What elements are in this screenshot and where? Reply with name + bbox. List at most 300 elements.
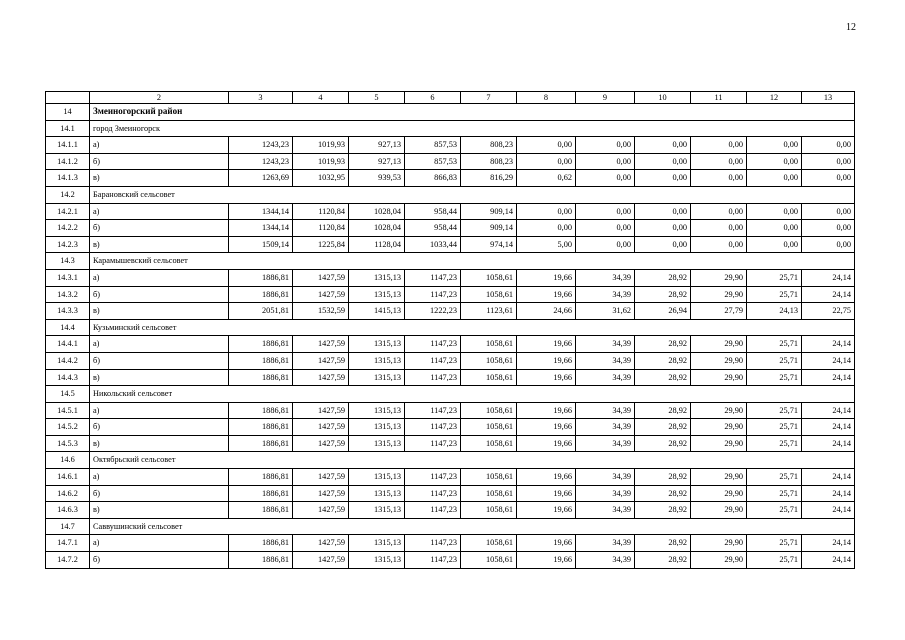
table-row (46, 485, 855, 502)
table-cell: 29,90 (691, 419, 747, 436)
table-cell: 866,83 (405, 170, 461, 187)
table-cell: 34,39 (576, 286, 635, 303)
table-cell: 1147,23 (405, 419, 461, 436)
table-cell: 1886,81 (229, 485, 293, 502)
table-cell: 1315,13 (349, 552, 405, 569)
row-label: в) (90, 236, 229, 253)
table-cell: 1315,13 (349, 402, 405, 419)
table-cell: 1019,93 (293, 137, 349, 154)
row-label: б) (90, 153, 229, 170)
table-cell: 1315,13 (349, 469, 405, 486)
section-row (46, 452, 855, 469)
table-cell: 28,92 (635, 369, 691, 386)
row-code: 14.5.3 (46, 435, 90, 452)
section-title: Барановский сельсовет (90, 186, 855, 203)
table-cell: 28,92 (635, 419, 691, 436)
table-cell: 1147,23 (405, 336, 461, 353)
column-header-13: 13 (802, 92, 855, 104)
table-row (46, 535, 855, 552)
table-row (46, 286, 855, 303)
row-code: 14.6.2 (46, 485, 90, 502)
table-row (46, 419, 855, 436)
table-cell: 1427,59 (293, 469, 349, 486)
table-cell: 28,92 (635, 485, 691, 502)
table-cell: 1147,23 (405, 535, 461, 552)
table-cell: 29,90 (691, 269, 747, 286)
section-row (46, 386, 855, 403)
table-cell: 25,71 (747, 352, 802, 369)
table-cell: 19,66 (517, 269, 576, 286)
row-code: 14.1.2 (46, 153, 90, 170)
table-row (46, 435, 855, 452)
table-cell: 2051,81 (229, 303, 293, 320)
table-cell: 1315,13 (349, 369, 405, 386)
table-cell: 1028,04 (349, 220, 405, 237)
table-cell: 1315,13 (349, 485, 405, 502)
table-cell: 1033,44 (405, 236, 461, 253)
section-row (46, 186, 855, 203)
row-label: б) (90, 419, 229, 436)
table-cell: 5,00 (517, 236, 576, 253)
row-code: 14.4 (46, 319, 90, 336)
row-code: 14.5.2 (46, 419, 90, 436)
row-code: 14.2.3 (46, 236, 90, 253)
table-cell: 1147,23 (405, 552, 461, 569)
table-cell: 0,00 (576, 153, 635, 170)
table-cell: 28,92 (635, 535, 691, 552)
row-label: а) (90, 535, 229, 552)
table-cell: 1058,61 (461, 469, 517, 486)
table-cell: 19,66 (517, 469, 576, 486)
column-header-3: 3 (229, 92, 293, 104)
table-cell: 1128,04 (349, 236, 405, 253)
column-header-2: 2 (90, 92, 229, 104)
table-cell: 1263,69 (229, 170, 293, 187)
table-cell: 1147,23 (405, 269, 461, 286)
table-cell: 1123,61 (461, 303, 517, 320)
table-cell: 29,90 (691, 552, 747, 569)
table-cell: 24,66 (517, 303, 576, 320)
table-cell: 29,90 (691, 502, 747, 519)
table-cell: 28,92 (635, 469, 691, 486)
table-row (46, 502, 855, 519)
column-header-8: 8 (517, 92, 576, 104)
tariff-table (45, 91, 855, 569)
table-cell: 0,00 (576, 220, 635, 237)
table-cell: 34,39 (576, 269, 635, 286)
table-cell: 0,00 (635, 203, 691, 220)
table-cell: 0,00 (747, 137, 802, 154)
table-cell: 1427,59 (293, 336, 349, 353)
column-header-5: 5 (349, 92, 405, 104)
table-cell: 25,71 (747, 419, 802, 436)
table-cell: 25,71 (747, 469, 802, 486)
table-cell: 24,14 (802, 485, 855, 502)
table-cell: 0,00 (576, 236, 635, 253)
table-cell: 24,14 (802, 336, 855, 353)
table-cell: 0,00 (747, 203, 802, 220)
row-label: б) (90, 485, 229, 502)
table-cell: 29,90 (691, 535, 747, 552)
table-cell: 28,92 (635, 435, 691, 452)
table-cell: 909,14 (461, 203, 517, 220)
section-title: город Змеиногорск (90, 120, 855, 137)
table-cell: 1415,13 (349, 303, 405, 320)
table-cell: 34,39 (576, 469, 635, 486)
table-cell: 1058,61 (461, 286, 517, 303)
table-row (46, 137, 855, 154)
table-cell: 0,00 (517, 220, 576, 237)
table-cell: 24,14 (802, 286, 855, 303)
table-row (46, 469, 855, 486)
table-cell: 1886,81 (229, 435, 293, 452)
row-label: а) (90, 469, 229, 486)
table-cell: 1243,23 (229, 153, 293, 170)
table-cell: 1019,93 (293, 153, 349, 170)
table-cell: 0,00 (802, 220, 855, 237)
table-cell: 19,66 (517, 419, 576, 436)
column-header-1 (46, 92, 90, 104)
table-cell: 1427,59 (293, 352, 349, 369)
section-row (46, 104, 855, 121)
table-row (46, 402, 855, 419)
table-cell: 958,44 (405, 220, 461, 237)
table-cell: 0,00 (517, 203, 576, 220)
table-cell: 19,66 (517, 535, 576, 552)
table-cell: 1315,13 (349, 269, 405, 286)
table-cell: 19,66 (517, 402, 576, 419)
section-title: Кузьминский сельсовет (90, 319, 855, 336)
table-row (46, 203, 855, 220)
column-header-4: 4 (293, 92, 349, 104)
table-row (46, 336, 855, 353)
table-cell: 25,71 (747, 435, 802, 452)
table-cell: 34,39 (576, 435, 635, 452)
table-cell: 1886,81 (229, 402, 293, 419)
row-code: 14.1.1 (46, 137, 90, 154)
table-cell: 1147,23 (405, 502, 461, 519)
table-cell: 25,71 (747, 286, 802, 303)
table-cell: 927,13 (349, 137, 405, 154)
section-row (46, 120, 855, 137)
row-code: 14.3.1 (46, 269, 90, 286)
row-code: 14.2.2 (46, 220, 90, 237)
row-code: 14.6.3 (46, 502, 90, 519)
table-cell: 0,00 (517, 153, 576, 170)
table-cell: 1058,61 (461, 269, 517, 286)
table-cell: 0,00 (802, 236, 855, 253)
section-title: Октябрьский сельсовет (90, 452, 855, 469)
table-cell: 25,71 (747, 535, 802, 552)
table-cell: 857,53 (405, 153, 461, 170)
table-cell: 927,13 (349, 153, 405, 170)
row-label: в) (90, 303, 229, 320)
table-cell: 1315,13 (349, 535, 405, 552)
row-code: 14.6.1 (46, 469, 90, 486)
table-cell: 0,00 (635, 170, 691, 187)
table-cell: 1058,61 (461, 485, 517, 502)
table-cell: 25,71 (747, 552, 802, 569)
table-cell: 1427,59 (293, 535, 349, 552)
table-cell: 24,14 (802, 552, 855, 569)
table-cell: 1120,84 (293, 203, 349, 220)
section-title: Саввушинский сельсовет (90, 518, 855, 535)
table-cell: 24,14 (802, 352, 855, 369)
table-cell: 28,92 (635, 552, 691, 569)
table-cell: 29,90 (691, 435, 747, 452)
table-cell: 0,00 (517, 137, 576, 154)
table-cell: 24,14 (802, 469, 855, 486)
table-cell: 34,39 (576, 402, 635, 419)
column-header-11: 11 (691, 92, 747, 104)
table-cell: 1225,84 (293, 236, 349, 253)
table-cell: 1315,13 (349, 336, 405, 353)
table-cell: 1886,81 (229, 336, 293, 353)
row-label: а) (90, 137, 229, 154)
table-cell: 34,39 (576, 552, 635, 569)
table-cell: 0,00 (576, 203, 635, 220)
row-code: 14.4.2 (46, 352, 90, 369)
row-code: 14.6 (46, 452, 90, 469)
row-label: а) (90, 402, 229, 419)
table-cell: 1886,81 (229, 286, 293, 303)
table-header (46, 92, 855, 104)
table-cell: 19,66 (517, 485, 576, 502)
table-cell: 958,44 (405, 203, 461, 220)
page-number: 12 (846, 22, 856, 33)
table-cell: 19,66 (517, 336, 576, 353)
table-cell: 29,90 (691, 369, 747, 386)
row-code: 14.5 (46, 386, 90, 403)
table-cell: 857,53 (405, 137, 461, 154)
table-cell: 0,00 (635, 137, 691, 154)
table-cell: 0,00 (802, 170, 855, 187)
table-cell: 1886,81 (229, 369, 293, 386)
table-cell: 1886,81 (229, 535, 293, 552)
table-cell: 22,75 (802, 303, 855, 320)
table-cell: 19,66 (517, 286, 576, 303)
table-cell: 0,62 (517, 170, 576, 187)
table-cell: 1427,59 (293, 369, 349, 386)
table-cell: 28,92 (635, 502, 691, 519)
table-cell: 1147,23 (405, 352, 461, 369)
table-cell: 24,14 (802, 535, 855, 552)
table-row (46, 269, 855, 286)
table-cell: 34,39 (576, 352, 635, 369)
table-cell: 808,23 (461, 137, 517, 154)
table-cell: 1886,81 (229, 419, 293, 436)
table-cell: 29,90 (691, 485, 747, 502)
table-cell: 1509,14 (229, 236, 293, 253)
row-code: 14.5.1 (46, 402, 90, 419)
table-cell: 24,14 (802, 269, 855, 286)
table-cell: 31,62 (576, 303, 635, 320)
table-cell: 28,92 (635, 352, 691, 369)
table-cell: 1886,81 (229, 469, 293, 486)
table-cell: 808,23 (461, 153, 517, 170)
table-cell: 0,00 (691, 236, 747, 253)
table-cell: 1427,59 (293, 402, 349, 419)
table-cell: 28,92 (635, 336, 691, 353)
table-cell: 25,71 (747, 336, 802, 353)
row-label: б) (90, 552, 229, 569)
table-row (46, 170, 855, 187)
table-cell: 1058,61 (461, 352, 517, 369)
table-cell: 25,71 (747, 502, 802, 519)
table-cell: 24,14 (802, 369, 855, 386)
table-cell: 1058,61 (461, 369, 517, 386)
table-cell: 0,00 (802, 203, 855, 220)
row-label: б) (90, 220, 229, 237)
column-header-9: 9 (576, 92, 635, 104)
table-cell: 1243,23 (229, 137, 293, 154)
table-body (46, 104, 855, 569)
row-code: 14.3.2 (46, 286, 90, 303)
table-cell: 1058,61 (461, 552, 517, 569)
table-cell: 0,00 (747, 153, 802, 170)
column-header-12: 12 (747, 92, 802, 104)
table-cell: 1028,04 (349, 203, 405, 220)
table-cell: 0,00 (691, 170, 747, 187)
table-cell: 0,00 (576, 137, 635, 154)
row-label: в) (90, 369, 229, 386)
table-cell: 1315,13 (349, 502, 405, 519)
table-row (46, 352, 855, 369)
table-cell: 19,66 (517, 502, 576, 519)
table-cell: 1058,61 (461, 402, 517, 419)
table-cell: 0,00 (576, 170, 635, 187)
table-cell: 1058,61 (461, 336, 517, 353)
row-code: 14.3 (46, 253, 90, 270)
row-code: 14.7 (46, 518, 90, 535)
table-cell: 34,39 (576, 419, 635, 436)
table-row (46, 220, 855, 237)
table-cell: 974,14 (461, 236, 517, 253)
table-cell: 34,39 (576, 535, 635, 552)
table-cell: 1532,59 (293, 303, 349, 320)
table-cell: 24,14 (802, 419, 855, 436)
table-cell: 19,66 (517, 435, 576, 452)
table-cell: 0,00 (635, 220, 691, 237)
table-cell: 0,00 (747, 236, 802, 253)
row-code: 14.7.1 (46, 535, 90, 552)
table-cell: 1147,23 (405, 286, 461, 303)
table-cell: 0,00 (802, 137, 855, 154)
table-cell: 19,66 (517, 552, 576, 569)
table-cell: 28,92 (635, 269, 691, 286)
table-cell: 29,90 (691, 336, 747, 353)
table-cell: 1886,81 (229, 502, 293, 519)
table-cell: 29,90 (691, 286, 747, 303)
table-cell: 34,39 (576, 502, 635, 519)
table-cell: 1315,13 (349, 419, 405, 436)
row-code: 14.2 (46, 186, 90, 203)
table-cell: 34,39 (576, 485, 635, 502)
table-cell: 25,71 (747, 485, 802, 502)
table-cell: 29,90 (691, 402, 747, 419)
row-label: б) (90, 352, 229, 369)
table-cell: 24,13 (747, 303, 802, 320)
table-cell: 34,39 (576, 369, 635, 386)
table-cell: 19,66 (517, 369, 576, 386)
header-row (46, 92, 855, 104)
table-cell: 25,71 (747, 369, 802, 386)
table-cell: 24,14 (802, 402, 855, 419)
table-cell: 1315,13 (349, 286, 405, 303)
table-cell: 1886,81 (229, 352, 293, 369)
table-cell: 1147,23 (405, 469, 461, 486)
row-label: б) (90, 286, 229, 303)
table-cell: 0,00 (691, 203, 747, 220)
table-cell: 1427,59 (293, 435, 349, 452)
table-cell: 1058,61 (461, 419, 517, 436)
section-title: Никольский сельсовет (90, 386, 855, 403)
table-row (46, 369, 855, 386)
table-cell: 1344,14 (229, 220, 293, 237)
table-cell: 1058,61 (461, 502, 517, 519)
section-row (46, 253, 855, 270)
table-row (46, 236, 855, 253)
table-cell: 25,71 (747, 402, 802, 419)
table-cell: 939,53 (349, 170, 405, 187)
row-code: 14 (46, 104, 90, 121)
row-label: а) (90, 336, 229, 353)
table-cell: 0,00 (802, 153, 855, 170)
table-row (46, 303, 855, 320)
table-row (46, 153, 855, 170)
table-cell: 1147,23 (405, 369, 461, 386)
table-cell: 29,90 (691, 469, 747, 486)
table-cell: 1147,23 (405, 402, 461, 419)
table-cell: 1344,14 (229, 203, 293, 220)
table-cell: 28,92 (635, 286, 691, 303)
table-cell: 0,00 (635, 236, 691, 253)
table-cell: 0,00 (691, 137, 747, 154)
table-cell: 1427,59 (293, 502, 349, 519)
section-title: Карамышевский сельсовет (90, 253, 855, 270)
table-cell: 1147,23 (405, 435, 461, 452)
section-row (46, 319, 855, 336)
row-code: 14.1.3 (46, 170, 90, 187)
table-cell: 1058,61 (461, 535, 517, 552)
table-cell: 0,00 (635, 153, 691, 170)
table-cell: 1427,59 (293, 286, 349, 303)
table-cell: 1315,13 (349, 435, 405, 452)
table-cell: 0,00 (691, 153, 747, 170)
row-code: 14.4.3 (46, 369, 90, 386)
table-cell: 1886,81 (229, 552, 293, 569)
row-label: в) (90, 170, 229, 187)
table-cell: 24,14 (802, 502, 855, 519)
row-label: в) (90, 502, 229, 519)
table-cell: 1222,23 (405, 303, 461, 320)
table-cell: 1427,59 (293, 269, 349, 286)
table-cell: 24,14 (802, 435, 855, 452)
row-code: 14.2.1 (46, 203, 90, 220)
column-header-10: 10 (635, 92, 691, 104)
row-code: 14.4.1 (46, 336, 90, 353)
table-cell: 34,39 (576, 336, 635, 353)
row-label: а) (90, 203, 229, 220)
table-cell: 1120,84 (293, 220, 349, 237)
table-cell: 28,92 (635, 402, 691, 419)
table-cell: 0,00 (691, 220, 747, 237)
table-cell: 1427,59 (293, 419, 349, 436)
table-cell: 29,90 (691, 352, 747, 369)
table-cell: 1886,81 (229, 269, 293, 286)
table-cell: 1427,59 (293, 552, 349, 569)
row-label: а) (90, 269, 229, 286)
